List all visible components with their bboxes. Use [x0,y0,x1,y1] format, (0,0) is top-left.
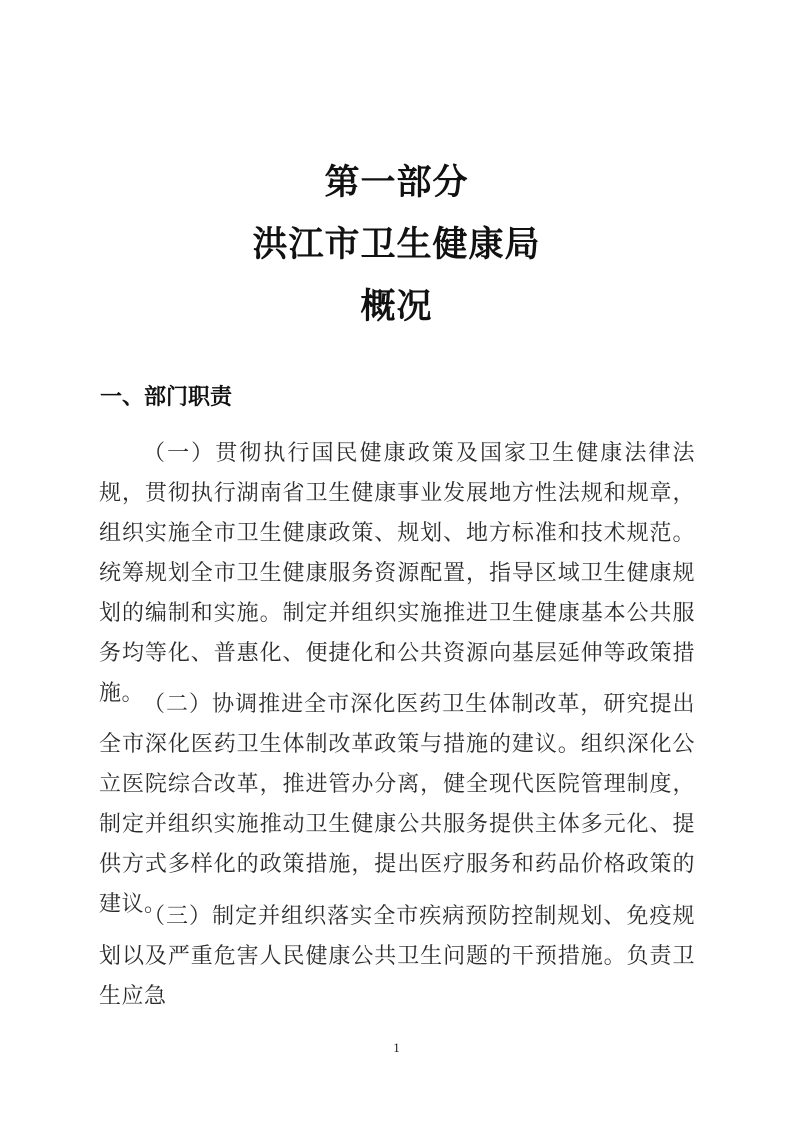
section-heading-department-duties: 一、部门职责 [100,384,233,409]
body-paragraph-3: （三）制定并组织落实全市疾病预防控制规划、免疫规划以及严重危害人民健康公共卫生问题的干预措施。负责卫生应急 [99,903,695,1008]
body-paragraph-2: （二）协调推进全市深化医药卫生体制改革，研究提出全市深化医药卫生体制改革政策与措施的建议。组织深化公立医院综合改革，推进管办分离，健全现代医院管理制度，制定并组织实施推动卫生健康公共服务提供主体多元化、提供方式多样化的政策措施，提出医疗服务和药品价格政策的建议。 [99,691,695,916]
document-title-agency-name: 洪江市卫生健康局 [252,225,541,264]
body-paragraph-1: （一）贯彻执行国民健康政策及国家卫生健康法律法规，贯彻执行湖南省卫生健康事业发展地方性法规和规章，组织实施全市卫生健康政策、规划、地方标准和技术规范。统筹规划全市卫生健康服务资源配置，指导区域卫生健康规划的编制和实施。制定并组织实施推进卫生健康基本公共服务均等化、普惠化、便捷化和公共资源向基层延伸等政策措施。 [99,440,695,705]
document-title-part-label: 第一部分 [324,163,469,202]
document-title-block [0,152,793,338]
document-title-overview-label: 概况 [360,287,433,326]
page-number: 1 [393,1040,400,1055]
